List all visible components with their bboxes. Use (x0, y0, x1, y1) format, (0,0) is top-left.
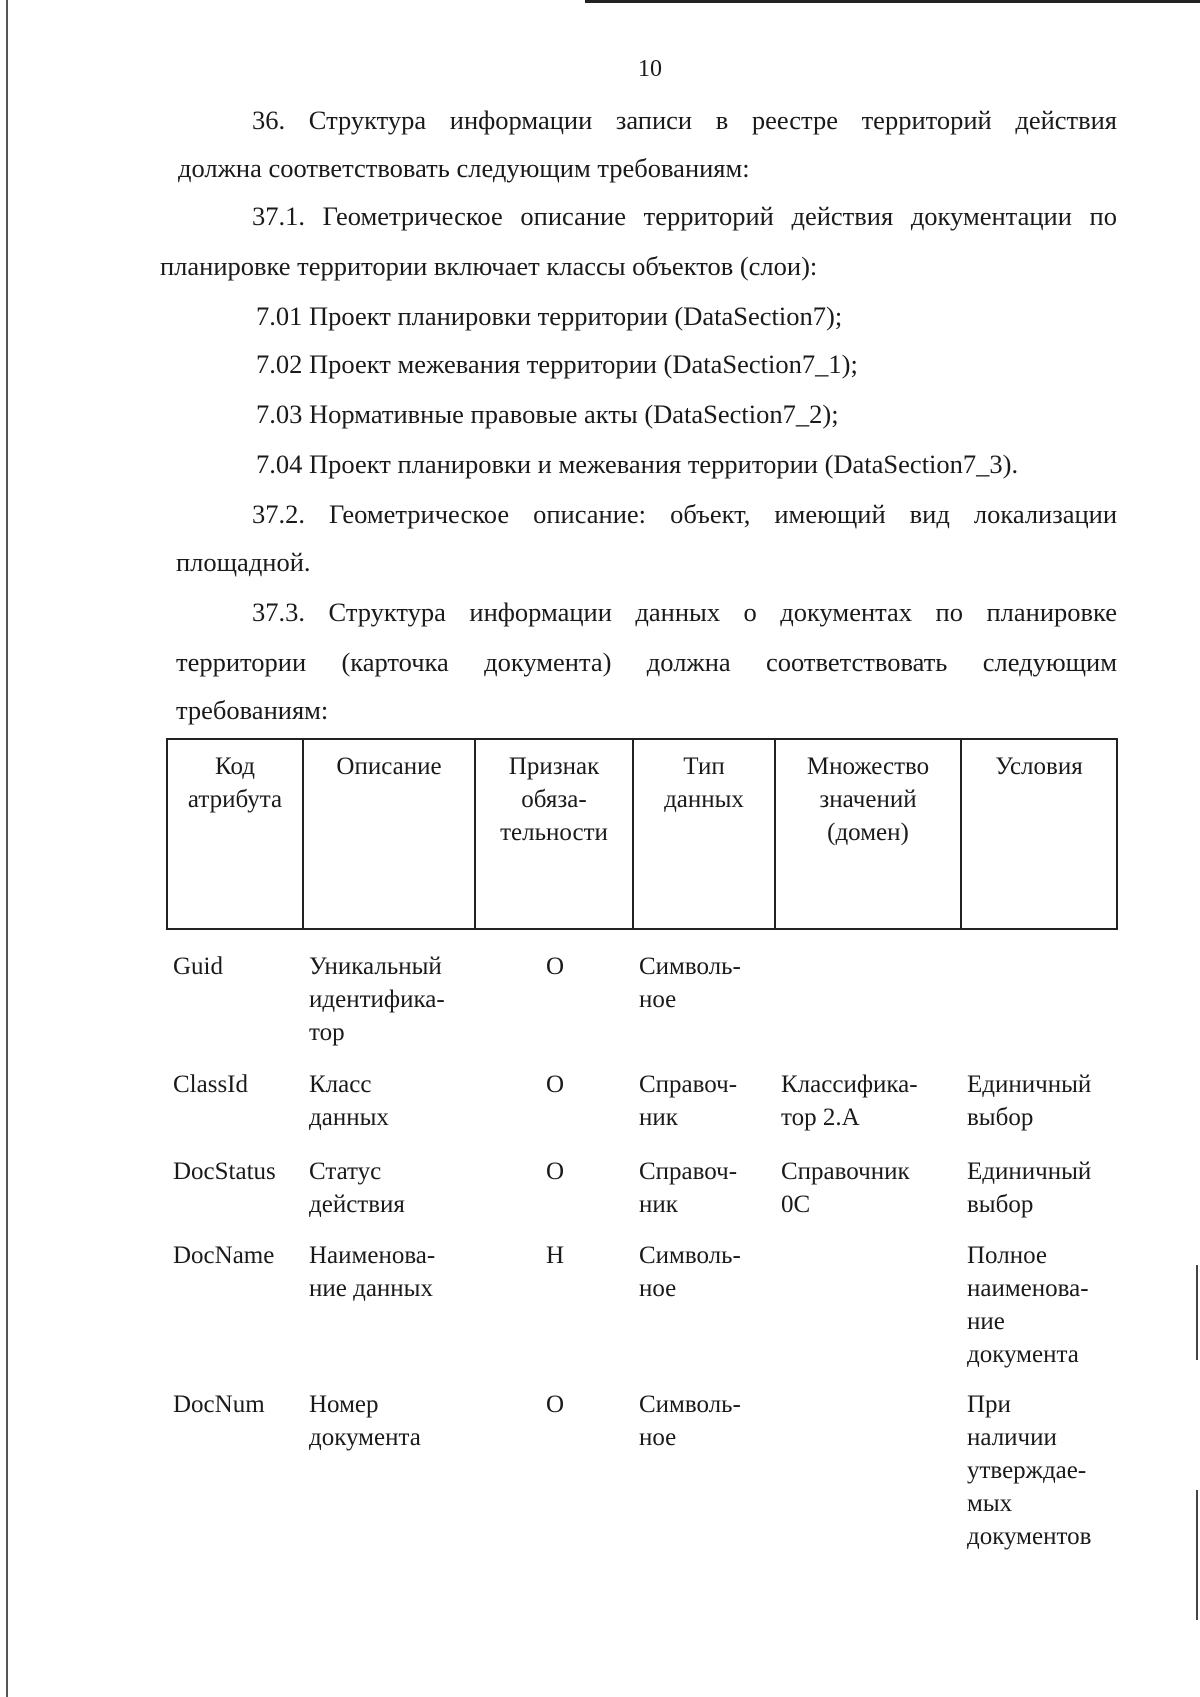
cell-code: DocNum (173, 1391, 265, 1418)
attribute-table (166, 738, 1118, 1558)
scan-edge-top (585, 0, 1200, 3)
cell-required: О (545, 953, 565, 980)
header-data-type: Тип данных (633, 739, 775, 929)
header-required: Признак обяза- тельности (475, 739, 633, 929)
table-row (167, 1388, 1117, 1558)
cell-conditions: Единичный выбор (967, 1071, 1092, 1131)
cell-description: Номер документа (309, 1391, 421, 1451)
paragraph-37-1-line-1: 37.1. Геометрическое описание территорий действия документации по (252, 201, 1117, 231)
cell-domain (775, 1239, 961, 1388)
header-domain: Множество значений (домен) (775, 739, 961, 929)
cell-conditions: Единичный выбор (967, 1158, 1092, 1218)
cell-domain: Справочник 0С (781, 1158, 910, 1218)
cell-required: О (545, 1158, 565, 1185)
cell-code: ClassId (173, 1071, 248, 1098)
cell-data-type: Справоч- ник (639, 1071, 738, 1131)
cell-required: О (545, 1391, 565, 1418)
cell-conditions: Полное наименова- ние документа (967, 1242, 1089, 1368)
cell-code: Guid (173, 953, 223, 980)
cell-code: DocStatus (173, 1158, 276, 1185)
header-code: Код атрибута (167, 739, 303, 929)
cell-data-type: Справоч- ник (639, 1158, 738, 1218)
layer-item-7-02: 7.02 Проект межевания территории (DataSection7_1); (256, 349, 858, 379)
cell-data-type: Символь- ное (639, 1391, 741, 1451)
cell-conditions (961, 929, 1117, 1068)
table-row (167, 1068, 1117, 1155)
scan-edge-left (6, 0, 8, 1697)
cell-data-type: Символь- ное (639, 1242, 741, 1302)
layer-item-7-04: 7.04 Проект планировки и межевания территории (DataSection7_3). (256, 449, 1019, 479)
cell-conditions: При наличии утверждае- мых документов (967, 1391, 1092, 1550)
cell-required: О (545, 1071, 565, 1098)
cell-domain (775, 1388, 961, 1558)
paragraph-37-1-line-2: планировке территории включает классы объектов (слои): (160, 251, 818, 281)
header-conditions: Условия (961, 739, 1117, 929)
page-number: 10 (638, 56, 662, 82)
cell-data-type: Символь- ное (639, 953, 741, 1013)
table-header-row (167, 739, 1117, 929)
paragraph-36-line-1: 36. Структура информации записи в реестре территорий действия (252, 105, 1117, 135)
table-row (167, 1155, 1117, 1239)
header-description: Описание (303, 739, 475, 929)
cell-code: DocName (173, 1242, 275, 1269)
paragraph-37-3-line-1: 37.3. Структура информации данных о документах по планировке (252, 597, 1117, 627)
paragraph-36-line-2: должна соответствовать следующим требованиям: (178, 153, 750, 183)
paragraph-37-3-line-2: территории (карточка документа) должна соответствовать следующим (176, 647, 1117, 677)
cell-description: Уникальный идентифика- тор (309, 953, 445, 1046)
table-row (167, 929, 1117, 1068)
cell-domain: Классифика- тор 2.А (781, 1071, 918, 1131)
scan-mark-right (1196, 1490, 1198, 1620)
layer-item-7-01: 7.01 Проект планировки территории (DataSection7); (256, 301, 843, 331)
paragraph-37-2-line-2: площадной. (176, 547, 311, 577)
scan-mark-right (1196, 1265, 1198, 1360)
table-row (167, 1239, 1117, 1388)
cell-required: Н (545, 1242, 565, 1269)
cell-description: Наименова- ние данных (309, 1242, 436, 1302)
paragraph-37-3-line-3: требованиям: (176, 695, 329, 725)
cell-description: Класс данных (309, 1071, 389, 1131)
cell-description: Статус действия (309, 1158, 405, 1218)
cell-domain (775, 929, 961, 1068)
layer-item-7-03: 7.03 Нормативные правовые акты (DataSection7_2); (256, 399, 839, 429)
paragraph-37-2-line-1: 37.2. Геометрическое описание: объект, имеющий вид локализации (252, 499, 1117, 529)
